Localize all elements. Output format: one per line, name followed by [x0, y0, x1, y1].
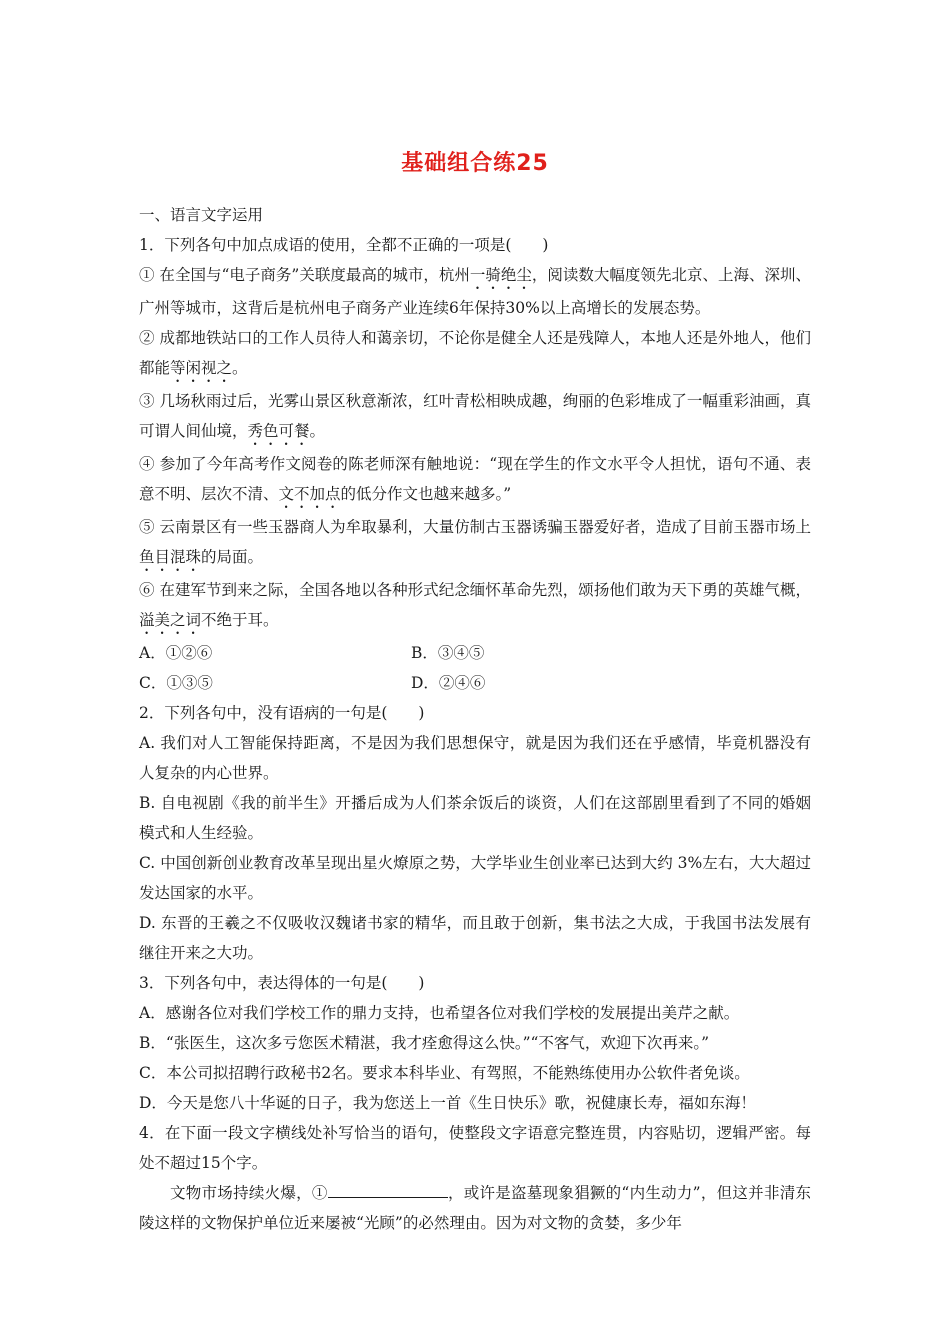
question-2-stem: 2．下列各句中，没有语病的一句是( )	[139, 704, 425, 722]
q1-options-row-1	[139, 638, 811, 668]
q1-s1-text-end: ，阅读数大幅度领先北京、上海、深圳、广州等城市，这背后是杭州电子商务产业连续6年保持30%以上高增长的发展态势。	[139, 266, 811, 317]
q2-option-a: A. 我们对人工智能保持距离，不是因为我们思想保守，就是因为我们还在乎感情，毕竟机器没有人复杂的内心世界。	[139, 734, 811, 782]
q1-option-c: C．①③⑤	[139, 674, 213, 692]
q1-s3-text-end: 。	[309, 422, 326, 440]
q1-s6-text: ⑥ 在建军节到来之际，全国各地以各种形式纪念缅怀革命先烈，颂扬他们敢为天下勇的英雄气概，	[139, 581, 811, 599]
q3-option-a: A．感谢各位对我们学校工作的鼎力支持，也希望各位对我们学校的发展提出美芹之献。	[139, 1004, 740, 1022]
q1-s5-text-end: 的局面。	[201, 548, 264, 566]
question-1-stem: 1．下列各句中加点成语的使用，全都不正确的一项是( )	[139, 236, 549, 254]
q1-sentence-3	[139, 386, 811, 449]
q4-passage	[139, 1178, 811, 1238]
q4-passage-rest: ，或许是盗墓现象猖獗的“内生动力”，但这并非清东陵这样的文物保护单位近来屡被“光顾”的必然理由。因为对文物的贪婪，多少年	[139, 1184, 811, 1232]
q2-option-d: D. 东晋的王羲之不仅吸收汉魏诸书家的精华，而且敢于创新，集书法之大成，于我国书法发展有继往开来之大功。	[139, 914, 811, 962]
q3-option-d: D．今天是您八十华诞的日子，我为您送上一首《生日快乐》歌，祝健康长寿，福如东海！	[139, 1094, 756, 1112]
q1-option-d: D．②④⑥	[411, 674, 486, 692]
q1-sentence-6	[139, 575, 811, 638]
q1-option-a: A．①②⑥	[139, 644, 213, 662]
q1-s2-text-end: 。	[232, 359, 248, 377]
q1-s4-idiom: 文不加点	[278, 485, 341, 503]
q1-s2-idiom: 等闲视之	[170, 359, 233, 377]
question-4-stem: 4．在下面一段文字横线处补写恰当的语句，使整段文字语意完整连贯，内容贴切，逻辑严密。每处不超过15个字。	[139, 1124, 811, 1172]
q4-passage-start: 文物市场持续火爆，①	[170, 1184, 328, 1202]
question-3-stem: 3．下列各句中，表达得体的一句是( )	[139, 974, 425, 992]
q1-options-row-2	[139, 668, 811, 698]
section-heading: 一、语言文字运用	[139, 206, 264, 224]
q1-sentence-4	[139, 449, 811, 512]
q1-s6-text-end: 不绝于耳。	[201, 611, 279, 629]
q2-option-c: C. 中国创新创业教育改革呈现出星火燎原之势，大学毕业生创业率已达到大约 3%左右，大大超过发达国家的水平。	[139, 854, 811, 902]
q1-s2-text: ② 成都地铁站口的工作人员待人和蔼亲切，不论你是健全人还是残障人，本地人还是外地人，他们都能	[139, 329, 811, 377]
q2-option-b: B. 自电视剧《我的前半生》开播后成为人们茶余饭后的谈资，人们在这部剧里看到了不同的婚姻模式和人生经验。	[139, 794, 811, 842]
q3-option-b: B．“张医生，这次多亏您医术精湛，我才痊愈得这么快。”“不客气，欢迎下次再来。”	[139, 1034, 710, 1052]
document-body	[139, 200, 811, 1238]
q3-option-c: C．本公司拟招聘行政秘书2名。要求本科毕业、有驾照，不能熟练使用办公软件者免谈。	[139, 1064, 750, 1082]
q1-s4-text: ④ 参加了今年高考作文阅卷的陈老师深有触地说：“现在学生的作文水平令人担忧，语句不通、表意不明、层次不清、	[139, 455, 811, 503]
q1-s3-idiom: 秀色可餐	[247, 422, 310, 440]
q1-s4-text-end: 的低分作文也越来越多。”	[340, 485, 512, 503]
q1-sentence-1	[139, 260, 811, 323]
q1-sentence-5	[139, 512, 811, 575]
q1-s1-idiom: 一骑绝尘	[469, 266, 532, 284]
q4-blank-1[interactable]	[328, 1179, 448, 1198]
q1-option-b: B．③④⑤	[411, 644, 485, 662]
q1-s3-text: ③ 几场秋雨过后，光雾山景区秋意渐浓，红叶青松相映成趣，绚丽的色彩堆成了一幅重彩油画，真可谓人间仙境，	[139, 392, 811, 440]
q1-s5-text: ⑤ 云南景区有一些玉器商人为牟取暴利，大量仿制古玉器诱骗玉器爱好者，造成了目前玉器市场上	[139, 518, 811, 536]
q1-sentence-2	[139, 323, 811, 386]
q1-s5-idiom: 鱼目混珠	[139, 548, 202, 566]
q1-s1-text: ① 在全国与“电子商务”关联度最高的城市，杭州	[139, 266, 470, 284]
document-title: 基础组合练25	[401, 151, 549, 176]
q1-s6-idiom: 溢美之词	[139, 611, 202, 629]
